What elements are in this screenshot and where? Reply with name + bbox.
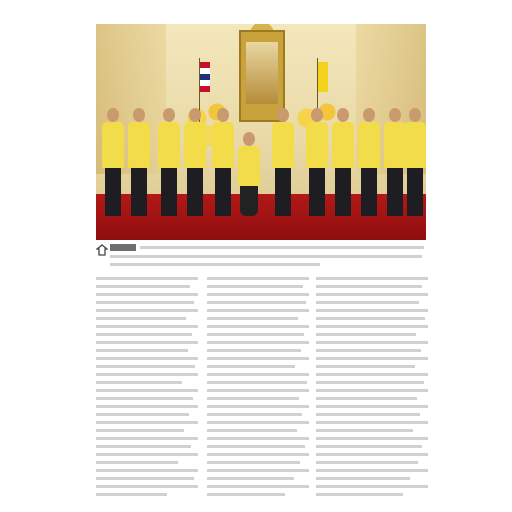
person <box>158 108 180 216</box>
caption-headline <box>110 244 136 251</box>
person <box>306 108 328 216</box>
yellow-flag <box>318 62 328 92</box>
person <box>128 108 150 216</box>
photo-caption <box>96 244 426 270</box>
person <box>404 108 426 216</box>
thai-flag <box>200 62 210 92</box>
person <box>238 132 260 216</box>
person <box>384 108 406 216</box>
person <box>272 108 294 216</box>
group-photo <box>96 24 426 240</box>
camera-icon <box>96 244 108 256</box>
person <box>358 108 380 216</box>
person <box>212 108 234 216</box>
person <box>184 108 206 216</box>
article-column-2 <box>207 272 309 508</box>
person <box>102 108 124 216</box>
article-column-3 <box>316 272 428 508</box>
person <box>332 108 354 216</box>
article-column-1 <box>96 272 198 508</box>
